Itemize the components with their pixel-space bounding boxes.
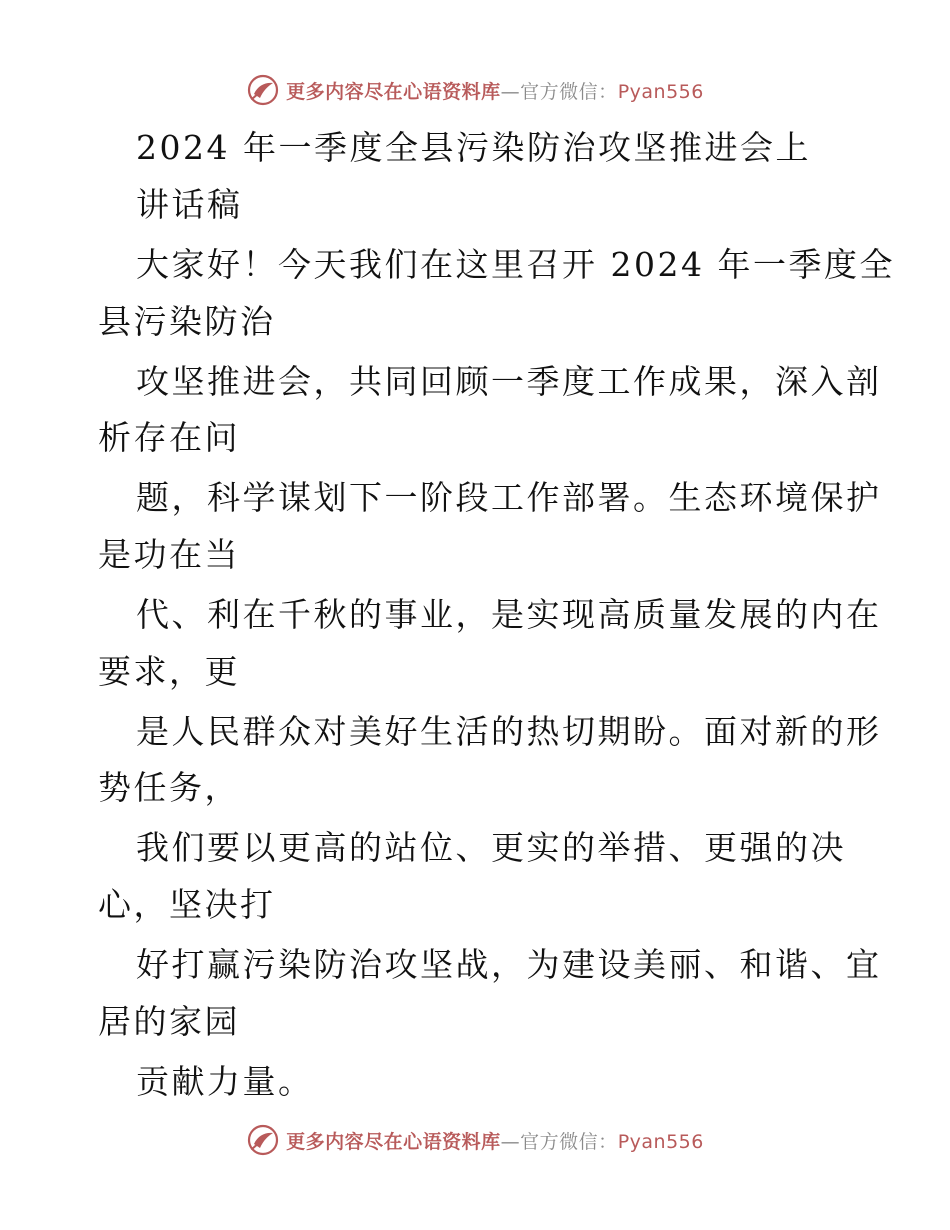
body-line: 是功在当 — [98, 535, 240, 574]
watermark-dash: — — [500, 80, 521, 103]
title-line-1: 2024 年一季度全县污染防治攻坚推进会上 — [136, 128, 811, 167]
watermark-banner-top — [0, 70, 950, 110]
watermark-wechat-id: Pyan556 — [617, 1130, 704, 1153]
body-line: 贡献力量。 — [136, 1062, 314, 1101]
body-line: 势任务， — [98, 768, 240, 807]
body-line: 大家好！今天我们在这里召开 2024 年一季度全 — [136, 245, 895, 284]
body-line: 县污染防治 — [98, 302, 276, 341]
watermark-text — [286, 1127, 704, 1154]
body-line: 析存在问 — [98, 418, 240, 457]
body-line: 我们要以更高的站位、更实的举措、更强的决 — [136, 828, 846, 867]
title-line-2: 讲话稿 — [136, 185, 243, 224]
body-line: 好打赢污染防治攻坚战，为建设美丽、和谐、宜 — [136, 945, 882, 984]
watermark-dash: — — [500, 1130, 521, 1153]
watermark-wechat-id: Pyan556 — [617, 80, 704, 103]
watermark-text — [286, 77, 704, 104]
body-line: 心，坚决打 — [98, 885, 276, 924]
watermark-wechat-label: 官方微信： — [520, 1130, 618, 1153]
watermark-wechat-label: 官方微信： — [520, 80, 618, 103]
body-line: 题，科学谋划下一阶段工作部署。生态环境保护 — [136, 478, 882, 517]
body-line: 是人民群众对美好生活的热切期盼。面对新的形 — [136, 712, 882, 751]
watermark-site: 更多内容尽在心语资料库 — [286, 1130, 501, 1153]
body-line: 要求，更 — [98, 652, 240, 691]
logo-icon — [246, 73, 280, 107]
body-line: 代、利在千秋的事业，是实现高质量发展的内在 — [136, 595, 882, 634]
watermark-site: 更多内容尽在心语资料库 — [286, 80, 501, 103]
body-line: 居的家园 — [98, 1002, 240, 1041]
watermark-banner-bottom — [0, 1120, 950, 1160]
logo-icon — [246, 1123, 280, 1157]
body-line: 攻坚推进会，共同回顾一季度工作成果，深入剖 — [136, 362, 882, 401]
